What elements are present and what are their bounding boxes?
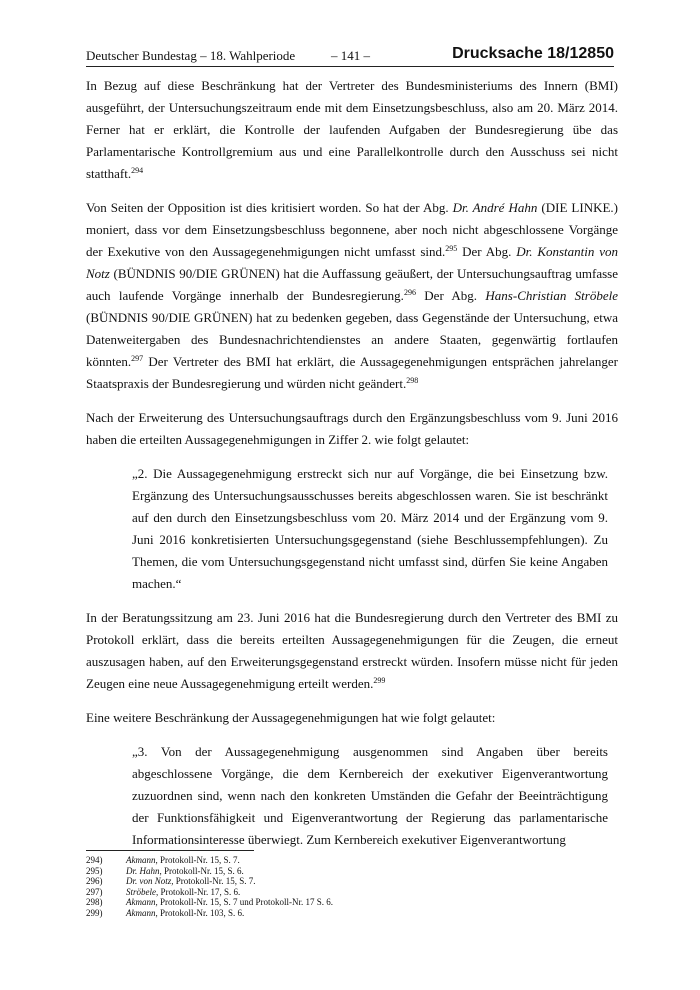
footnote-text — [126, 887, 240, 898]
text-run: Der Vertreter des BMI hat erklärt, die Aussagegenehmigungen entsprächen jahrelanger Staatspraxis der Bundesregierung und würden nicht geändert. — [86, 354, 618, 391]
footnote — [86, 908, 618, 919]
text-run: (BÜNDNIS 90/DIE GRÜNEN) hat die Auffassung geäußert, der Untersuchungsauftrag umfasse auch laufende Vorgänge innerhalb der Bundesregierung. — [86, 266, 618, 303]
footnote-number: 295) — [86, 865, 103, 876]
footnote — [86, 855, 618, 866]
text-run: Der Abg. — [415, 288, 486, 303]
footnote — [86, 897, 618, 908]
text-run: Protokoll-Nr. 15, S. 7 und Protokoll-Nr. 17 S. 6. — [157, 897, 334, 907]
body-text — [86, 75, 618, 863]
name-italic: Dr. Hahn — [126, 865, 160, 876]
footnote-number: 298) — [86, 897, 103, 907]
block-quote — [132, 463, 608, 595]
footnote-number: 296) — [86, 876, 103, 886]
footnote-ref: 297 — [131, 354, 144, 363]
name-italic: Akmann — [126, 855, 156, 865]
drucksache-label: Drucksache 18/ — [452, 45, 570, 62]
text-run: In Bezug auf diese Beschränkung hat der Vertreter des Bundesministeriums des Innern (BMI) ausgeführt, der Untersuchungszeitraum ende mit dem Einsetzungsbeschluss, also am 20. März 2014. Ferner hat er erklärt, die Kontrolle der laufenden Aufgaben der Bundesregierung übe das Parlamentarische Kontrollgremium aus und eine Parallelkontrolle durch den Ausschuss sei nicht statthaft. — [86, 78, 618, 181]
text-run: , Protokoll-Nr. 15, S. 6. — [159, 865, 244, 876]
drucksache-id: 12850 — [569, 45, 614, 62]
footnote-number: 297) — [86, 886, 103, 897]
footnote-number: 294) — [86, 855, 103, 865]
name-italic: Hans-Christian Ströbele — [485, 288, 618, 303]
block-quote — [132, 741, 608, 851]
text-run: Nach der Erweiterung des Untersuchungsauftrags durch den Ergänzungsbeschluss vom 9. Juni 2016 haben die erteilten Aussagegenehmigungen in Ziffer 2. wie folgt gelautet: — [86, 410, 618, 447]
footnote-divider — [86, 850, 254, 851]
page-header — [86, 45, 614, 67]
text-run: , Protokoll-Nr. 17, S. 6. — [156, 886, 241, 897]
footnote-ref: 294 — [131, 166, 144, 175]
paragraph — [86, 707, 618, 729]
name-italic: Dr. Konstantin von Notz — [86, 244, 619, 281]
header-parliament: Deutscher Bundestag – 18. Wahlperiode — [86, 48, 296, 63]
paragraph — [86, 197, 618, 395]
footnote-text — [126, 897, 333, 908]
text-run: Eine weitere Beschränkung der Aussagegenehmigungen hat wie folgt gelautet: — [86, 710, 496, 725]
name-italic: Dr. von Notz, — [126, 876, 174, 886]
name-italic: Akmann, — [126, 897, 158, 907]
paragraph — [86, 407, 618, 451]
text-run: , Protokoll-Nr. 15, S. 7. — [155, 855, 240, 865]
text-run: Von Seiten der Opposition ist dies kritisiert worden. So hat der Abg. — [86, 200, 453, 215]
paragraph — [86, 75, 618, 185]
text-run: „3. Von der Aussagegenehmigung ausgenommen sind Angaben über bereits abgeschlossene Vorgänge, die dem Kernbereich der exekutiver Eigenverantwortung zuzuordnen sind, wenn nach den konkreten Umständen die Gefahr der Beeinträchtigung der Funktionsfähigkeit und Eigenverantwortung der Regierung das parlamentarische Informationsinteresse überwiegt. Zum Kernbereich exekutiver Eigenverantwortung — [132, 744, 608, 847]
page-number: – 141 – — [331, 48, 370, 63]
name-italic: Ströbele — [126, 886, 156, 897]
drucksache-number — [452, 45, 614, 63]
text-run: „2. Die Aussagegenehmigung erstreckt sich nur auf Vorgänge, die bei Einsetzung bzw. Ergänzung des Untersuchungsausschusses bereits abgeschlossen waren. Sie ist beschränkt auf den durch den Einsetzungsbeschluss vom 20. März 2014 und der Ergänzung vom 9. Juni 2016 konkretisierten Untersuchungsgegenstand (siehe Beschlussempfehlungen). Zu Themen, die vom Untersuchungsgegenstand nicht umfasst sind, dürfen Sie keine Angaben machen.“ — [132, 466, 608, 591]
footnote-text — [126, 908, 244, 919]
paragraph — [86, 607, 618, 695]
name-italic: Akmann — [126, 907, 156, 918]
text-run: (DIE LINKE.) moniert, dass vor dem Einsetzungsbeschluss begonnene, aber noch nicht abgeschlossene Vorgänge der Exekutive von den Aussagegenehmigungen nicht umfasst sind. — [86, 200, 618, 259]
footnote — [86, 887, 618, 898]
footnote — [86, 876, 618, 887]
text-run: Der Abg. — [457, 244, 517, 259]
footnote — [86, 866, 618, 877]
footnotes — [86, 855, 618, 918]
footnote-text — [126, 866, 244, 877]
text-run: , Protokoll-Nr. 103, S. 6. — [155, 907, 245, 918]
footnote-ref: 298 — [406, 376, 419, 385]
text-run: (BÜNDNIS 90/DIE GRÜNEN) hat zu bedenken gegeben, dass Gegenstände der Untersuchung, etwa Datenweitergaben des Bundesnachrichtendienstes an andere Staaten, gegenwärtig fortlaufen könnten. — [86, 310, 618, 369]
text-run: Protokoll-Nr. 15, S. 7. — [173, 876, 256, 886]
name-italic: Dr. André Hahn — [452, 200, 538, 215]
footnote-text — [126, 855, 240, 866]
footnote-ref: 299 — [373, 676, 386, 685]
footnote-ref: 295 — [445, 244, 458, 253]
text-run: In der Beratungssitzung am 23. Juni 2016 hat die Bundesregierung durch den Vertreter des BMI zu Protokoll erklärt, dass die bereits erteilten Aussagegenehmigungen für die Zeugen, die erneut auszusagen haben, auf den Erweiterungsgegenstand erstreckt würden. Insofern müsse nicht für jeden Zeugen eine neue Aussagegenehmigung erteilt werden. — [86, 610, 618, 691]
footnote-text — [126, 876, 256, 887]
footnote-ref: 296 — [403, 288, 416, 297]
footnote-number: 299) — [86, 907, 103, 918]
